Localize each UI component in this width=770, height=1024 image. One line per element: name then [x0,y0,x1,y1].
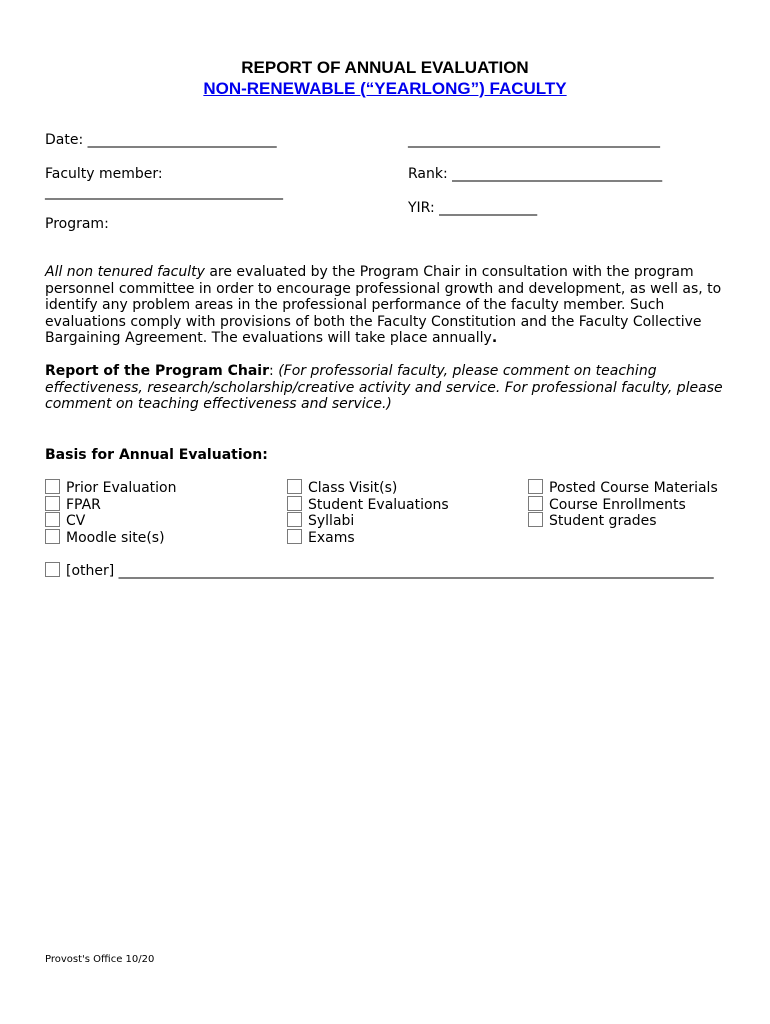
intro-end: . [491,330,498,347]
footer-note: Provost's Office 10/20 [45,954,155,965]
class-visit-checkbox[interactable] [287,479,302,494]
syllabi-label: Syllabi [308,513,355,529]
program-label: Program: [45,216,109,232]
student-evaluations-checkbox[interactable] [287,496,302,511]
fpar-checkbox[interactable] [45,496,60,511]
faculty-member-line[interactable]: __________________________________ [45,184,283,200]
cv-label: CV [66,513,86,529]
syllabi-checkbox[interactable] [287,512,302,527]
document-subtitle: NON-RENEWABLE (“YEARLONG”) FACULTY [203,79,567,98]
posted-course-materials-checkbox[interactable] [528,479,543,494]
report-note: (For professorial faculty, please comment on teaching effectiveness, research/scholarship/creative activity and service. For professional faculty, please comment on teaching effectiveness and service.) [45,363,723,413]
exams-label: Exams [308,530,355,546]
rank-field[interactable]: Rank: ______________________________ [408,166,663,182]
fpar-label: FPAR [66,497,101,513]
other-field[interactable]: [other] _____________________________________________________________________________________ [66,563,714,579]
intro-paragraph [45,264,725,347]
student-grades-label: Student grades [549,513,657,529]
prior-evaluation-label: Prior Evaluation [66,480,177,496]
class-visit-label: Class Visit(s) [308,480,398,496]
exams-checkbox[interactable] [287,529,302,544]
posted-course-materials-label: Posted Course Materials [549,480,718,496]
document-title: REPORT OF ANNUAL EVALUATION [241,58,529,77]
student-grades-checkbox[interactable] [528,512,543,527]
prior-evaluation-checkbox[interactable] [45,479,60,494]
student-evaluations-label: Student Evaluations [308,497,449,513]
yir-field[interactable]: YIR: ______________ [408,200,538,216]
moodle-label: Moodle site(s) [66,530,165,546]
cv-checkbox[interactable] [45,512,60,527]
report-colon: : [269,363,279,379]
report-paragraph [45,363,725,413]
course-enrollments-checkbox[interactable] [528,496,543,511]
date-right-line[interactable]: ____________________________________ [408,132,660,148]
intro-lead: All non tenured faculty [45,264,205,280]
report-label: Report of the Program Chair [45,363,270,379]
course-enrollments-label: Course Enrollments [549,497,686,513]
other-checkbox[interactable] [45,562,60,577]
intro-body: are evaluated by the Program Chair in consultation with the program personnel committee in order to encourage professional growth and development, as well as, to identify any problem areas in the professional performance of the faculty member. Such evaluations comply with provisions of both the Faculty Constitution and the Faculty Collective Bargaining Agreement. The evaluations will take place annually [45,264,722,347]
moodle-checkbox[interactable] [45,529,60,544]
basis-heading: Basis for Annual Evaluation: [45,447,268,463]
faculty-member-label: Faculty member: [45,166,163,182]
date-field[interactable]: Date: ___________________________ [45,132,277,148]
